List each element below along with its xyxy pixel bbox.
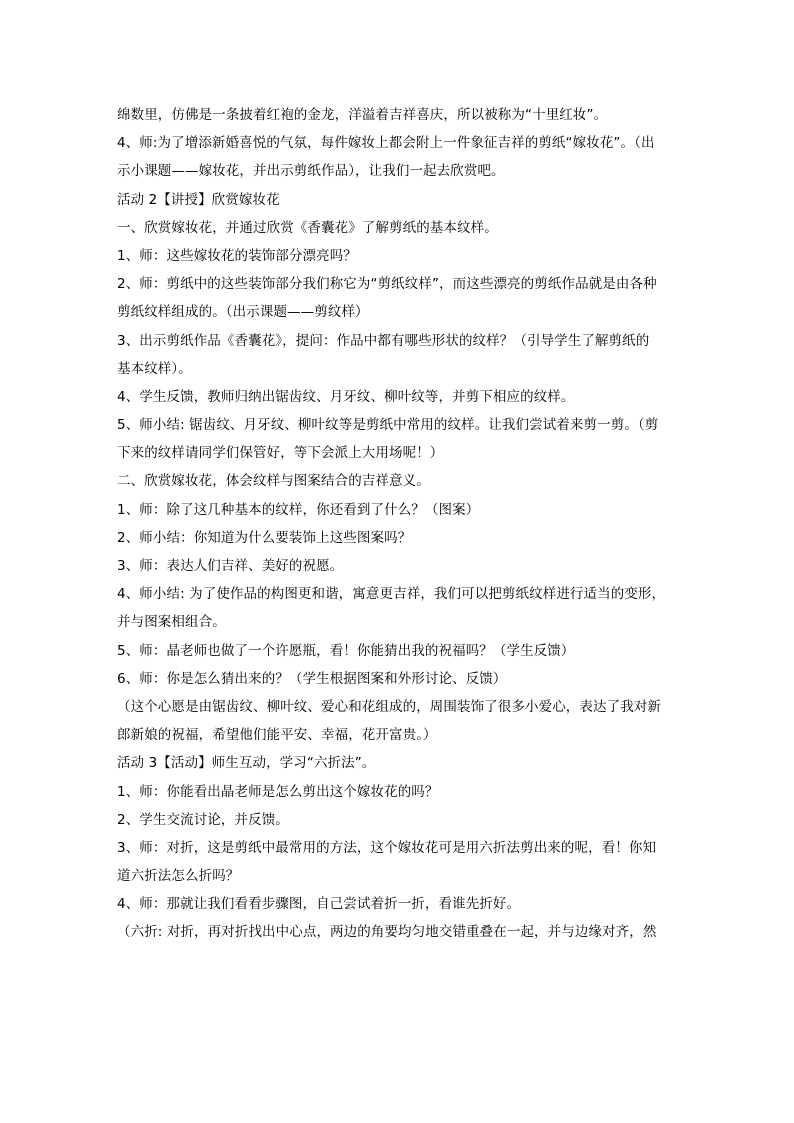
text-line: 2、师小结：你知道为什么要装饰上这些图案吗？ [117, 529, 412, 546]
section-heading: 活动 3【活动】师生互动，学习“六折法”。 [117, 755, 376, 772]
section-heading: 活动 2【讲授】欣赏嫁妆花 [117, 191, 280, 208]
text-line: 示小课题——嫁妆花，并出示剪纸作品），让我们一起去欣赏吧。 [117, 163, 505, 180]
text-line: 3、出示剪纸作品《香囊花》，提问：作品中都有哪些形状的纹样？（引导学生了解剪纸的 [117, 332, 650, 349]
text-line: （六折: 对折，再对折找出中心点，两边的角要均匀地交错重叠在一起，并与边缘对齐，然 [117, 924, 657, 941]
text-line: 4、师：那就让我们看看步骤图，自己尝试着折一折，看谁先折好。 [117, 896, 521, 913]
text-line: 6、师：你是怎么猜出来的？（学生根据图案和外形讨论、反馈） [117, 670, 507, 687]
text-line: 下来的纹样请同学们保管好，等下会派上大用场呢！） [117, 445, 444, 462]
text-line: 4、学生反馈，教师归纳出锯齿纹、月牙纹、柳叶纹等，并剪下相应的纹样。 [117, 388, 575, 405]
text-line: 5、师小结: 锯齿纹、月牙纹、柳叶纹等是剪纸中常用的纹样。让我们尝试着来剪一剪。（剪 [117, 417, 659, 434]
text-line: 1、师：除了这几种基本的纹样，你还看到了什么？（图案） [117, 501, 480, 518]
text-line: 郎新娘的祝福，希望他们能平安、幸福，花开富贵。） [117, 727, 437, 744]
text-line: 并与图案相组合。 [117, 614, 226, 631]
text-line: 绵数里，仿佛是一条披着红袍的金龙，洋溢着吉祥喜庆，所以被称为“十里红妆”。 [117, 107, 608, 123]
text-line: 3、师：对折，这是剪纸中最常用的方法，这个嫁妆花可是用六折法剪出来的呢，看！你知 [117, 839, 657, 856]
text-line: 基本纹样）。 [117, 360, 192, 377]
subsection-heading: 一、欣赏嫁妆花，并通过欣赏《香囊花》了解剪纸的基本纹样。 [117, 219, 498, 236]
text-line: 3、师：表达人们吉祥、美好的祝愿。 [117, 558, 344, 574]
document-body [117, 101, 679, 947]
text-line: 剪纸纹样组成的。（出示课题——剪纹样） [117, 304, 369, 321]
text-line: 1、师：这些嫁妆花的装饰部分漂亮吗？ [117, 247, 357, 264]
text-line: 2、学生交流讨论，并反馈。 [117, 811, 289, 828]
text-line: 2、师：剪纸中的这些装饰部分我们称它为“剪纸纹样”，而这些漂亮的剪纸作品就是由各种 [117, 276, 657, 293]
text-line: 1、师：你能看出晶老师是怎么剪出这个嫁妆花的吗？ [117, 783, 439, 800]
subsection-heading: 二、欣赏嫁妆花，体会纹样与图案结合的吉祥意义。 [117, 473, 430, 490]
text-line: （这个心愿是由锯齿纹、柳叶纹、爱心和花组成的，周围装饰了很多小爱心，表达了我对新 [117, 698, 661, 715]
text-line: 道六折法怎么折吗？ [117, 868, 240, 885]
text-line: 5、师：晶老师也做了一个许愿瓶，看！你能猜出我的祝福吗？（学生反馈） [117, 642, 575, 659]
text-line: 4、师小结: 为了使作品的构图更和谐，寓意更吉祥，我们可以把剪纸纹样进行适当的变形， [117, 586, 666, 603]
text-line: 4、师:为了增添新婚喜悦的气氛，每件嫁妆上都会附上一件象征吉祥的剪纸“嫁妆花”。（出 [117, 135, 655, 152]
